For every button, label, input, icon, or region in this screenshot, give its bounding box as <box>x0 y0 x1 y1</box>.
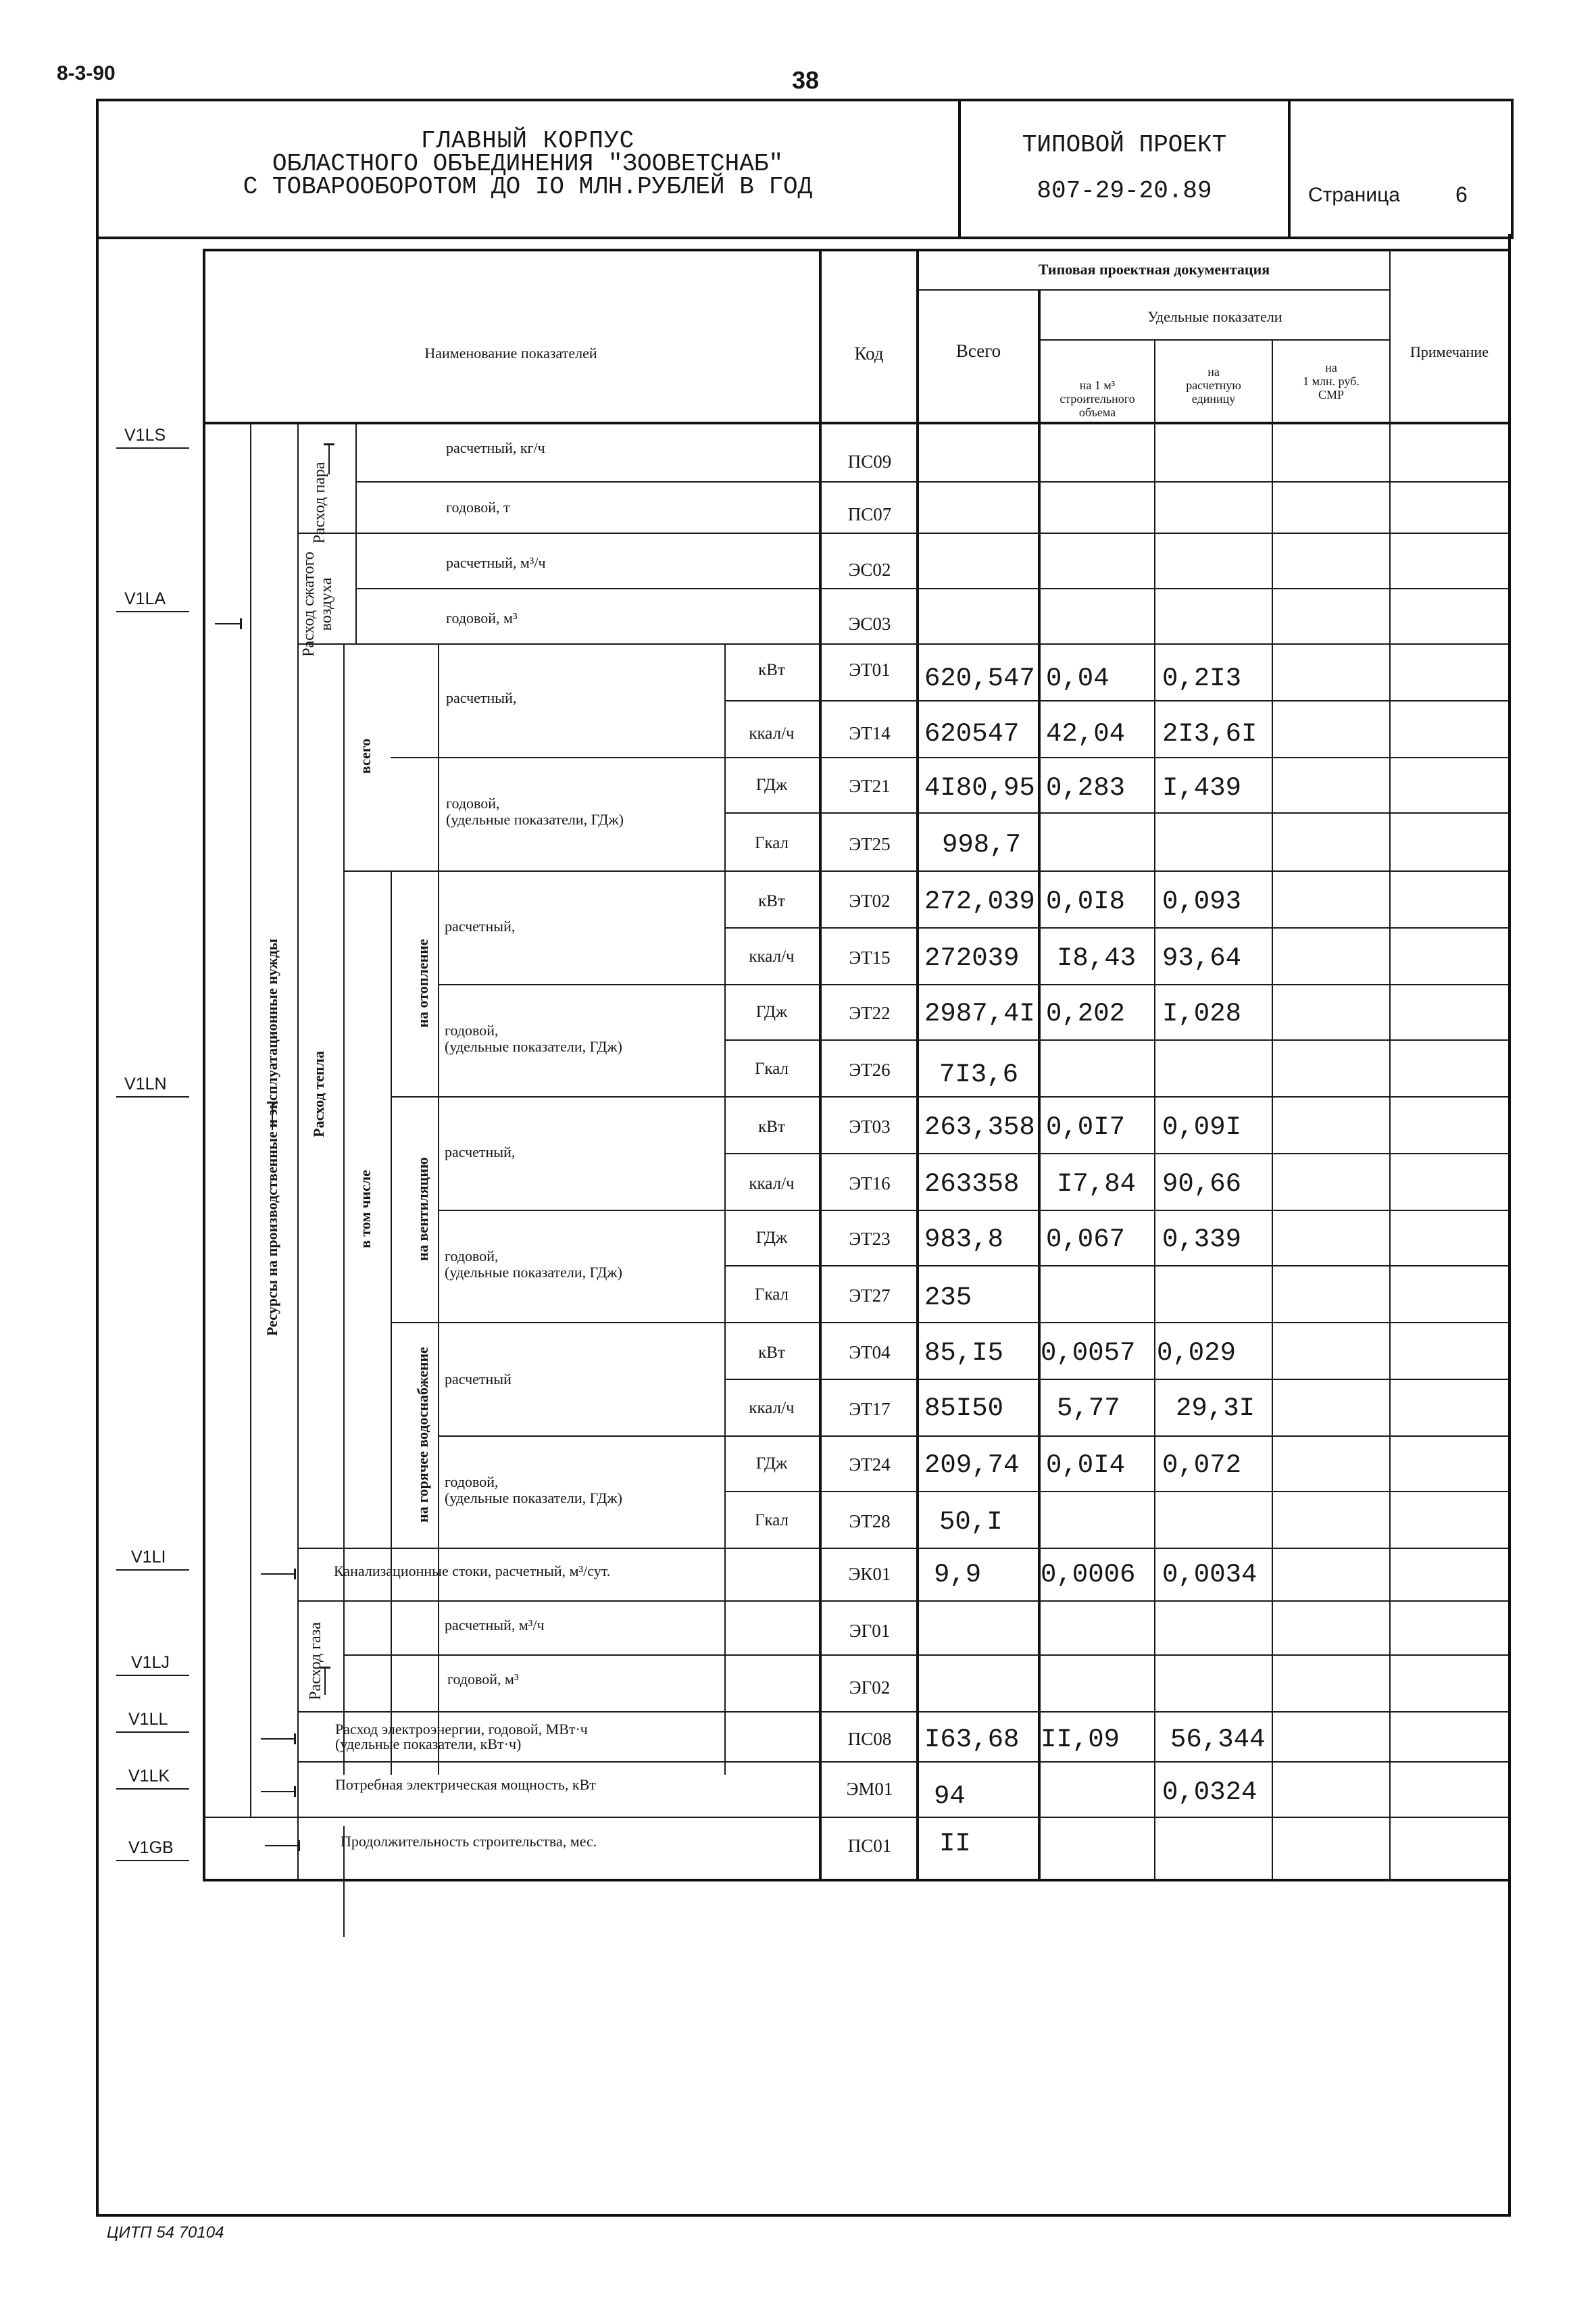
side-code-v1ll: V1LL <box>128 1710 168 1729</box>
heat-total-r3-per: I,439 <box>1162 773 1242 803</box>
heat-total-l1 <box>724 700 1508 701</box>
heat-total-annual-l2: (удельные показатели, ГДж) <box>446 811 624 828</box>
heat-heating-r1-unit: кВт <box>758 892 785 910</box>
heat-total-r3-m3: 0,283 <box>1046 773 1126 803</box>
col-unit-left <box>1154 339 1155 1881</box>
row-ps01-code: ПС01 <box>847 1836 892 1856</box>
col-specific-header: Удельные показатели <box>1147 308 1282 325</box>
heat-hw-r2-unit: ккал/ч <box>749 1399 795 1417</box>
row-em01-code: ЭМ01 <box>846 1779 893 1799</box>
group-resources-label: Ресурсы на производственные и эксплуатационные нужды <box>264 939 280 1336</box>
row-line-eg02 <box>297 1711 1508 1713</box>
col-m3-header-l2: строительного <box>1059 392 1135 405</box>
heat-vent-r1-unit: кВт <box>758 1118 785 1136</box>
col-mln-header-l2: 1 млн. руб. <box>1303 374 1360 388</box>
row-eg01-code: ЭГ01 <box>849 1621 891 1641</box>
group-ventilation-label: на вентиляцию <box>414 1157 431 1261</box>
col-doc-header: Типовая проектная документация <box>1038 261 1270 278</box>
row-line-ek01 <box>297 1600 1508 1602</box>
row-ps08-label-l2: (удельные показатели, кВт·ч) <box>335 1736 522 1752</box>
heat-vent-r3-unit: ГДж <box>755 1229 788 1247</box>
arrow-steam <box>328 445 330 474</box>
heat-heating-r3-m3: 0,202 <box>1046 999 1126 1029</box>
heat-hw-r4-unit: Гкал <box>754 1511 789 1529</box>
row-ps09-label: расчетный, кг/ч <box>446 439 545 456</box>
title-line-2: ОБЛАСТНОГО ОБЪЕДИНЕНИЯ "ЗООВЕТСНАБ" <box>272 150 784 178</box>
project-number: 807-29-20.89 <box>1037 177 1212 205</box>
heat-hw-annual-l2: (удельные показатели, ГДж) <box>445 1490 622 1506</box>
col-note-header: Примечание <box>1410 343 1489 360</box>
heat-hw-calc-label: расчетный <box>445 1371 512 1387</box>
group-air-label: Расход сжатого воздуха <box>300 551 335 657</box>
struct-v-heat3 <box>438 643 439 1775</box>
heat-total-r4-code: ЭТ25 <box>849 834 891 854</box>
indicators-table <box>203 249 1508 1881</box>
heat-total-r1-code: ЭТ01 <box>849 660 891 680</box>
heat-heating-r4-unit: Гкал <box>754 1060 789 1078</box>
frame-left <box>96 234 99 2214</box>
group-hotwater-label: на горячее водоснабжение <box>414 1347 431 1523</box>
heat-total-r3-unit: ГДж <box>755 776 788 794</box>
heat-heating-calc-label: расчетный, <box>445 918 516 935</box>
table-left <box>203 249 205 1881</box>
heat-hw-l3 <box>724 1491 1508 1492</box>
heat-heating-r2-unit: ккал/ч <box>749 947 795 966</box>
heat-vent-calc-label: расчетный, <box>445 1143 516 1160</box>
side-underline-v1li <box>116 1569 189 1571</box>
row-em01-label: Потребная электрическая мощность, кВт <box>335 1776 596 1793</box>
row-line-ps09 <box>355 481 1508 483</box>
heat-vent-l1 <box>724 1153 1508 1154</box>
col-mln-header-l3: СМР <box>1318 388 1345 401</box>
title-line-3: С ТОВАРООБОРОТОМ ДО IO МЛН.РУБЛЕЙ В ГОД <box>243 173 813 201</box>
col-code-header: Код <box>854 343 884 364</box>
table-top <box>203 249 1508 251</box>
side-underline-v1ll <box>116 1731 189 1733</box>
heat-total-r2-unit: ккал/ч <box>749 724 795 743</box>
heat-heating-r3-unit: ГДж <box>755 1003 788 1021</box>
heat-heating-r1-m3: 0,0I8 <box>1046 887 1126 916</box>
heat-heating-r2-code: ЭТ15 <box>849 947 891 968</box>
heat-heating-annual-l1: годовой, <box>445 1022 499 1039</box>
frame-right <box>1508 234 1511 2214</box>
heat-vent-r3-m3: 0,067 <box>1046 1225 1126 1254</box>
heat-hw-r4-total: 50,I <box>939 1507 1003 1537</box>
heat-total-r1-m3: 0,04 <box>1046 664 1109 693</box>
heat-hw-r1-unit: кВт <box>758 1344 785 1362</box>
row-ek01-label: Канализационные стоки, расчетный, м³/сут. <box>334 1562 611 1579</box>
row-line-eg01 <box>343 1654 1508 1656</box>
heat-total-r3-code: ЭТ21 <box>849 776 891 796</box>
heat-hw-r3-m3: 0,0I4 <box>1046 1450 1126 1480</box>
row-ps08-label-l1: Расход электроэнергии, годовой, МВт·ч <box>335 1721 588 1738</box>
struct-v-1 <box>250 422 251 1817</box>
heat-hw-r1-total: 85,I5 <box>924 1338 1004 1368</box>
row-ek01-code: ЭК01 <box>848 1564 891 1584</box>
row-eg01-label: расчетный, м³/ч <box>445 1617 545 1633</box>
arrow-gas <box>324 1668 326 1695</box>
row-es02-label: расчетный, м³/ч <box>446 554 546 571</box>
heat-vent-l2 <box>438 1210 1508 1211</box>
hdr-line-doc <box>916 289 1389 291</box>
col-total-header: Всего <box>955 341 1001 361</box>
heat-total-l2 <box>391 757 1508 758</box>
heat-vent-annual-l2: (удельные показатели, ГДж) <box>445 1264 622 1281</box>
heat-vent-r1-m3: 0,0I7 <box>1046 1112 1126 1142</box>
heat-heating-r2-total: 272039 <box>924 943 1020 973</box>
col-m3-header-l1: на 1 м³ <box>1079 378 1116 392</box>
heat-vent-r2-total: 263358 <box>924 1169 1020 1199</box>
group-including-label: в том числе <box>357 1170 374 1248</box>
heat-vent-annual-l1: годовой, <box>445 1248 499 1264</box>
heat-total-r1-unit: кВт <box>758 661 785 679</box>
heat-heating-r3-total: 2987,4I <box>924 999 1035 1029</box>
heat-vent-r3-total: 983,8 <box>924 1225 1004 1254</box>
heat-vent-r2-per: 90,66 <box>1162 1169 1242 1199</box>
side-underline-v1ls <box>116 447 189 449</box>
page-label: Страница <box>1308 184 1400 206</box>
heat-heating-r1-per: 0,093 <box>1162 887 1242 916</box>
row-ek01-total: 9,9 <box>934 1560 982 1590</box>
heat-heating-r3-code: ЭТ22 <box>849 1003 891 1023</box>
group-steam-label: Расход пара <box>311 462 328 544</box>
side-code-v1li: V1LI <box>131 1548 166 1567</box>
row-ps01-total: II <box>939 1829 971 1858</box>
group-heating-label: на отопление <box>414 939 431 1028</box>
heat-vent-r4-code: ЭТ27 <box>849 1285 891 1306</box>
heat-total-r2-m3: 42,04 <box>1046 719 1126 749</box>
row-line-ps08 <box>297 1761 1508 1763</box>
heat-vent-r2-code: ЭТ16 <box>849 1173 891 1193</box>
col-m3-header-l3: объема <box>1078 405 1116 419</box>
row-ps08-total: I63,68 <box>924 1725 1020 1754</box>
heat-vent-r3-per: 0,339 <box>1162 1225 1242 1254</box>
heat-heating-r2-per: 93,64 <box>1162 943 1242 973</box>
heat-hw-r3-total: 209,74 <box>924 1450 1020 1480</box>
side-code-v1lk: V1LK <box>128 1767 170 1786</box>
arrow-power <box>261 1791 295 1792</box>
heat-heating-r3-per: I,028 <box>1162 999 1242 1029</box>
title-divider-1 <box>958 101 961 237</box>
heat-vent-r1-per: 0,09I <box>1162 1112 1242 1142</box>
heat-total-l3 <box>724 812 1508 814</box>
heat-total-r2-code: ЭТ14 <box>849 723 891 743</box>
group-gas-label: Расход газа <box>307 1622 324 1700</box>
row-em01-per: 0,0324 <box>1162 1777 1257 1807</box>
heat-heating-annual-l2: (удельные показатели, ГДж) <box>445 1038 622 1055</box>
row-em01-total: 94 <box>934 1781 966 1811</box>
heat-hw-l2 <box>438 1435 1508 1437</box>
heat-heat-l2 <box>438 984 1508 985</box>
heat-heat-l1 <box>724 927 1508 929</box>
arrow-air <box>215 623 241 624</box>
side-underline-v1lj <box>116 1675 189 1676</box>
side-underline-v1lk <box>116 1788 189 1790</box>
heat-vent-l4 <box>391 1322 1508 1323</box>
row-ps08-code: ПС08 <box>847 1729 892 1749</box>
col-name-header: Наименование показателей <box>424 345 597 362</box>
heat-total-calc-label: расчетный, <box>446 689 517 706</box>
heat-heating-r4-total: 7I3,6 <box>939 1060 1019 1089</box>
heat-heating-r1-total: 272,039 <box>924 887 1035 916</box>
arrow-duration <box>265 1845 299 1846</box>
heat-heating-r4-code: ЭТ26 <box>849 1060 891 1080</box>
group-heat-label: Расход тепла <box>310 1051 327 1137</box>
heat-hw-r3-code: ЭТ24 <box>849 1454 891 1475</box>
heat-hw-r3-per: 0,072 <box>1162 1450 1242 1480</box>
row-ps01-label: Продолжительность строительства, мес. <box>341 1833 597 1850</box>
heat-hw-r4-code: ЭТ28 <box>849 1511 891 1531</box>
side-code-v1ls: V1LS <box>124 426 166 445</box>
heat-total-r1-total: 620,547 <box>924 664 1035 693</box>
heat-heating-r1-code: ЭТ02 <box>849 891 891 911</box>
heat-vent-r1-code: ЭТ03 <box>849 1116 891 1137</box>
col-note-left <box>1389 249 1391 1881</box>
arrow-electricity <box>261 1738 295 1740</box>
row-ek01-per: 0,0034 <box>1162 1560 1257 1590</box>
row-ek01-m3: 0,0006 <box>1041 1560 1136 1590</box>
heat-hw-r2-total: 85I50 <box>924 1394 1004 1423</box>
struct-v-air <box>355 533 357 643</box>
title-divider-2 <box>1288 101 1291 237</box>
row-ps09-code: ПС09 <box>847 451 892 472</box>
page-number: 38 <box>792 66 820 94</box>
heat-hw-annual-l1: годовой, <box>445 1473 499 1490</box>
heat-hw-l4 <box>297 1548 1508 1549</box>
heat-hw-r2-code: ЭТ17 <box>849 1399 891 1419</box>
row-line-es03 <box>297 643 1508 645</box>
heat-vent-r1-total: 263,358 <box>924 1112 1035 1142</box>
side-code-v1la: V1LA <box>124 589 166 608</box>
frame-bottom <box>96 2214 1511 2217</box>
arrow-heat <box>272 1103 273 1130</box>
row-es03-code: ЭС03 <box>848 614 891 634</box>
heat-hw-l1 <box>724 1379 1508 1380</box>
side-underline-v1gb <box>116 1860 189 1861</box>
table-bottom <box>203 1879 1508 1881</box>
page-value: 6 <box>1455 182 1468 207</box>
hdr-bottom <box>203 422 1508 424</box>
side-underline-v1la <box>116 611 189 612</box>
heat-hw-r2-per: 29,3I <box>1176 1394 1255 1423</box>
row-es02-code: ЭС02 <box>848 560 891 580</box>
heat-hw-r1-m3: 0,0057 <box>1041 1338 1136 1368</box>
side-code-v1lj: V1LJ <box>131 1653 170 1672</box>
heat-vent-l3 <box>724 1265 1508 1266</box>
heat-vent-r2-m3: I7,84 <box>1057 1169 1137 1199</box>
heat-total-r1-per: 0,2I3 <box>1162 664 1242 693</box>
side-code-v1gb: V1GB <box>128 1838 174 1857</box>
heat-total-annual-l1: годовой, <box>446 795 500 812</box>
heat-heating-r2-m3: I8,43 <box>1057 943 1137 973</box>
row-eg02-label: годовой, м³ <box>447 1671 519 1688</box>
row-ps08-m3: II,09 <box>1041 1725 1120 1754</box>
heat-heat-l4 <box>391 1096 1508 1098</box>
title-line-1: ГЛАВНЫЙ КОРПУС <box>420 127 635 155</box>
row-ps08-per: 56,344 <box>1170 1725 1266 1754</box>
col-m3-left <box>1038 289 1041 1881</box>
heat-total-r2-total: 620547 <box>924 719 1020 749</box>
project-label: ТИПОВОЙ ПРОЕКТ <box>1022 131 1227 159</box>
heat-total-l4 <box>343 870 1508 872</box>
heat-vent-r2-unit: ккал/ч <box>749 1175 795 1193</box>
heat-total-r4-total: 998,7 <box>942 830 1022 860</box>
heat-hw-r1-per: 0,029 <box>1157 1338 1237 1368</box>
group-total-label: всего <box>357 738 374 774</box>
row-eg02-code: ЭГ02 <box>849 1677 891 1698</box>
heat-hw-r2-m3: 5,77 <box>1057 1394 1120 1423</box>
side-underline-v1ln <box>116 1096 189 1098</box>
col-mln-header-l1: на <box>1325 361 1337 374</box>
side-code-v1ln: V1LN <box>124 1075 167 1093</box>
heat-hw-r3-unit: ГДж <box>755 1454 788 1473</box>
heat-total-r3-total: 4I80,95 <box>924 773 1035 803</box>
row-es03-label: годовой, м³ <box>446 610 518 626</box>
row-line-ps07 <box>297 533 1508 534</box>
hdr-line-spec <box>1041 339 1389 341</box>
row-line-em01 <box>203 1817 1508 1818</box>
col-unit-header-l2: расчетную <box>1186 378 1241 392</box>
sheet-ref: 8-3-90 <box>57 62 116 84</box>
footer-stamp: ЦИТП 54 70104 <box>107 2223 224 2242</box>
row-line-es02 <box>355 588 1508 589</box>
heat-vent-r4-total: 235 <box>924 1283 972 1312</box>
struct-v-2 <box>297 422 299 1879</box>
heat-vent-r3-code: ЭТ23 <box>849 1229 891 1249</box>
col-unit-header-l3: единицу <box>1191 392 1236 405</box>
heat-vent-r4-unit: Гкал <box>754 1285 789 1304</box>
col-mln-left <box>1272 339 1273 1881</box>
row-ps07-label: годовой, т <box>446 499 510 516</box>
heat-heat-l3 <box>724 1039 1508 1041</box>
heat-total-r2-per: 2I3,6I <box>1162 719 1257 749</box>
title-block <box>96 99 1514 239</box>
arrow-sewage <box>261 1573 295 1575</box>
heat-total-r4-unit: Гкал <box>754 834 789 852</box>
heat-hw-r1-code: ЭТ04 <box>849 1342 891 1362</box>
row-ps07-code: ПС07 <box>847 504 892 524</box>
col-unit-header-l1: на <box>1207 365 1220 378</box>
